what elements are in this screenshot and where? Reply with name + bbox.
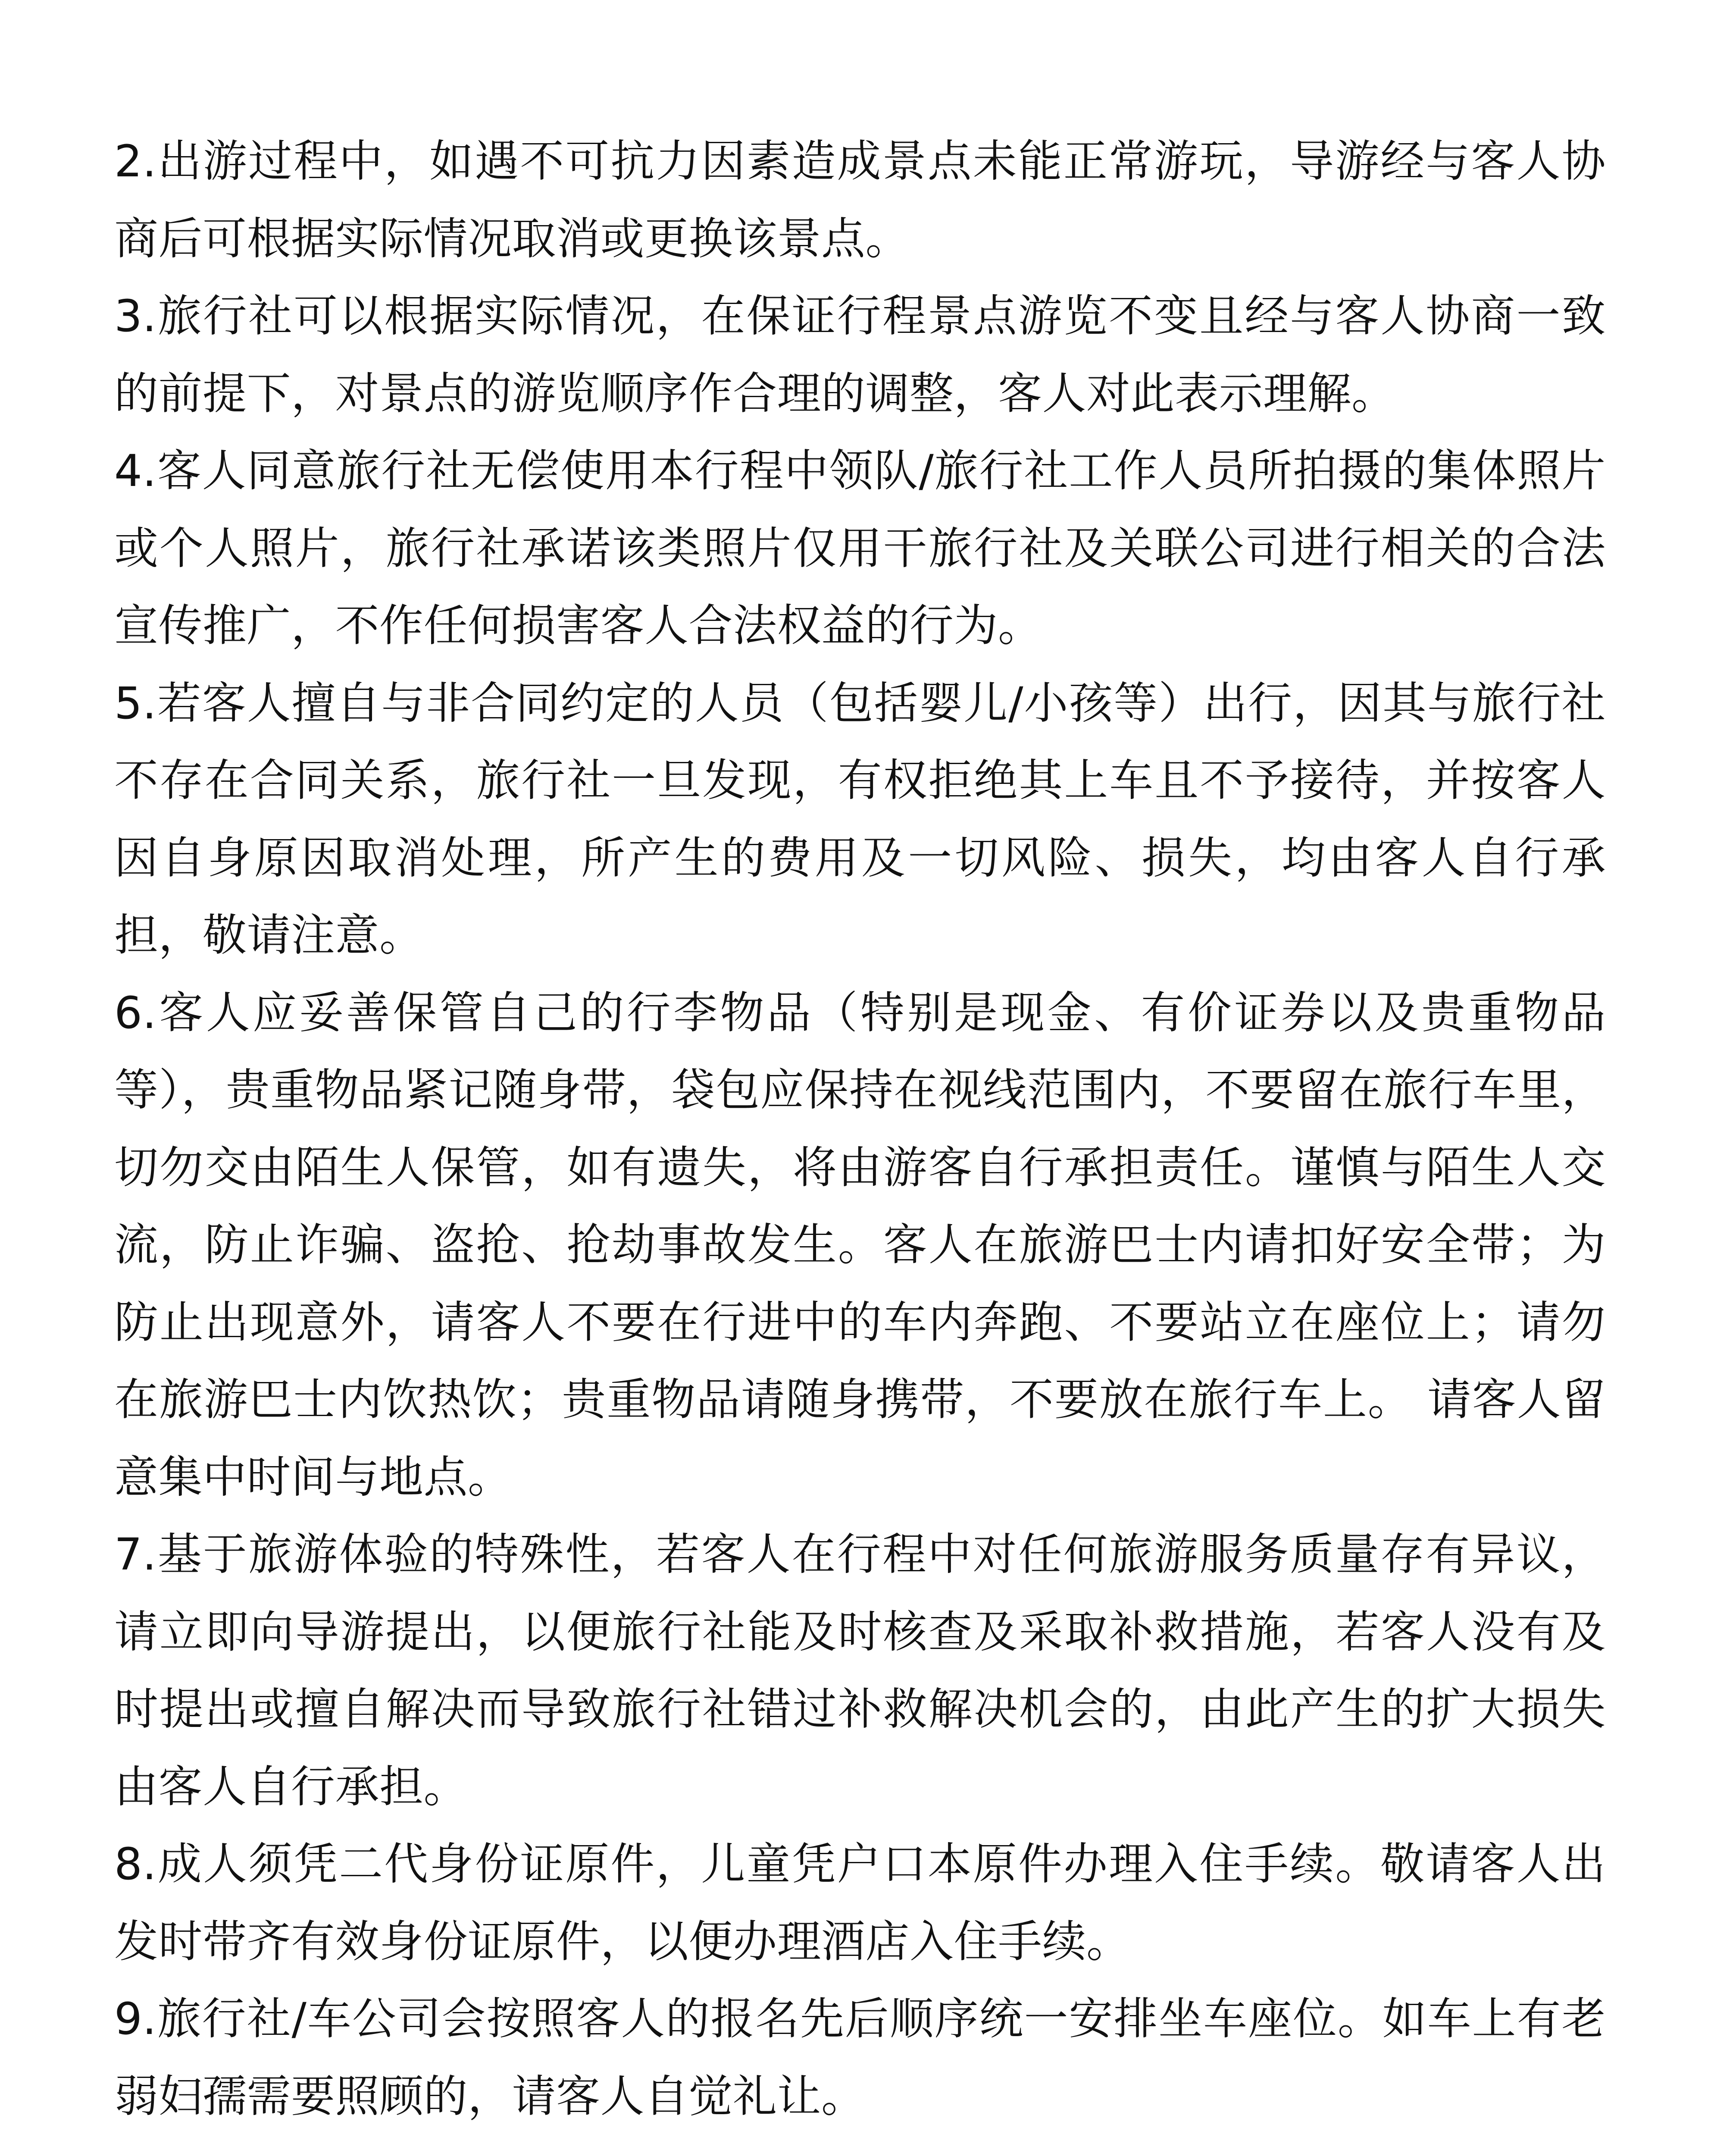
clause-8: 8.成人须凭二代身份证原件，儿童凭户口本原件办理入住手续。敬请客人出发时带齐有效身份证原件，以便办理酒店入住手续。 (114, 1839, 1606, 1968)
clause-5: 5.若客人擅自与非合同约定的人员（包括婴儿/小孩等）出行，因其与旅行社不存在合同关系，旅行社一旦发现，有权拒绝其上车且不予接待，并按客人因自身原因取消处理，所产生的费用及一切风险、损失，均由客人自行承担，敬请注意。 (114, 677, 1606, 961)
clause-4: 4.客人同意旅行社无偿使用本行程中领队/旅行社工作人员所拍摄的集体照片或个人照片，旅行社承诺该类照片仅用干旅行社及关联公司进行相关的合法宣传推广，不作任何损害客人合法权益的行为。 (114, 445, 1606, 652)
clause-6: 6.客人应妥善保管自己的行李物品（特别是现金、有价证券以及贵重物品等），贵重物品紧记随身带，袋包应保持在视线范围内，不要留在旅行车里，切勿交由陌生人保管，如有遗失，将由游客自行承担责任。谨慎与陌生人交流，防止诈骗、盗抢、抢劫事故发生。客人在旅游巴士内请扣好安全带；为防止出现意外，请客人不要在行进中的车内奔跑、不要站立在座位上；请勿在旅游巴士内饮热饮；贵重物品请随身携带，不要放在旅行车上。 请客人留意集中时间与地点。 (114, 987, 1606, 1503)
clause-3: 3.旅行社可以根据实际情况，在保证行程景点游览不变且经与客人协商一致的前提下，对景点的游览顺序作合理的调整，客人对此表示理解。 (114, 291, 1606, 420)
clause-7: 7.基于旅游体验的特殊性，若客人在行程中对任何旅游服务质量存有异议，请立即向导游提出，以便旅行社能及时核查及采取补救措施，若客人没有及时提出或擅自解决而导致旅行社错过补救解决机会的，由此产生的扩大损失由客人自行承担。 (114, 1529, 1606, 1813)
clause-9: 9.旅行社/车公司会按照客人的报名先后顺序统一安排坐车座位。如车上有老弱妇孺需要照顾的，请客人自觉礼让。 (114, 1993, 1606, 2122)
clause-2: 2.出游过程中，如遇不可抗力因素造成景点未能正常游玩，导游经与客人协商后可根据实际情况取消或更换该景点。 (114, 136, 1606, 265)
terms-text-body (114, 123, 1606, 2135)
